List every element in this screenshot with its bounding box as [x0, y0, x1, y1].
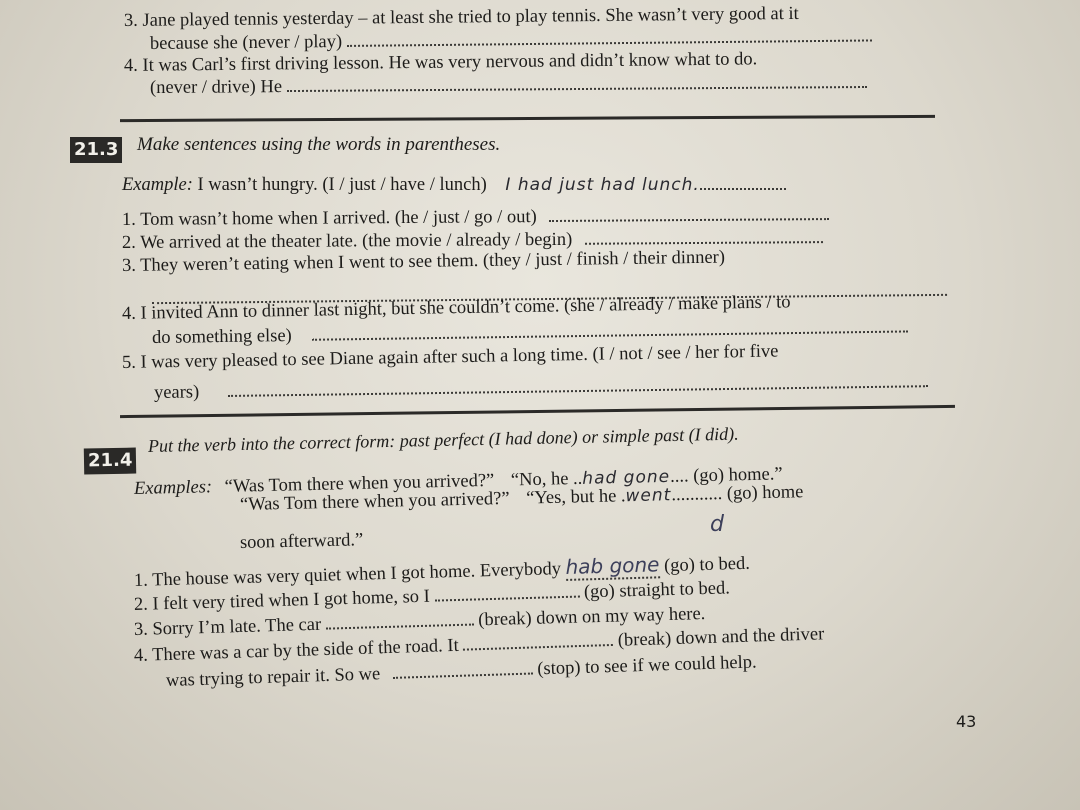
exercise-instruction: Put the verb into the correct form: past perfect (I had done) or simple past (I did).	[147, 423, 739, 456]
handwritten-mark: d	[710, 512, 724, 537]
item-4-line-1: 4. It was Carl’s first driving lesson. He was very nervous and didn’t know what to do.	[123, 49, 758, 76]
example-answer-post: ........... (go) home	[671, 482, 804, 506]
example-answer: went	[625, 485, 672, 507]
item-text-post: (break) down on my way here.	[478, 604, 706, 631]
item-text-post: (go) to bed.	[663, 553, 751, 577]
item-text-pre: I felt very tired when I got home, so I	[152, 586, 431, 615]
item-number: 1.	[133, 570, 149, 591]
item-4-line-2	[150, 72, 867, 99]
answer-blank[interactable]	[463, 630, 613, 651]
answer-blank[interactable]	[325, 610, 473, 630]
page-number: 43	[956, 712, 977, 731]
answer-blank[interactable]	[549, 204, 829, 222]
example-question: “Was Tom there when you arrived?”	[224, 470, 495, 497]
item-text: They weren’t eating when I went to see them. (they / just / finish / their dinner)	[140, 247, 726, 276]
item-continuation	[154, 371, 928, 404]
answer-blank	[700, 174, 786, 190]
item-text: I was very pleased to see Diane again after such a long time. (I / not / see / her for five	[140, 341, 779, 373]
section-divider	[120, 405, 955, 418]
item-4-prompt: (never / drive) He	[149, 77, 283, 98]
item-number: 3.	[133, 619, 149, 640]
item-text-pre: was trying to repair it. So we	[165, 664, 381, 691]
answer-blank[interactable]	[434, 582, 579, 602]
example-answer: I had just had lunch.	[505, 175, 700, 195]
answer-blank[interactable]	[287, 72, 867, 92]
item-text-post: (stop) to see if we could help.	[537, 652, 757, 680]
exercise-badge: 21.3	[70, 137, 122, 163]
exercise-badge: 21.4	[84, 448, 137, 475]
example-answer-pre: “No, he ..	[510, 468, 583, 491]
item-3-line-1: 3. Jane played tennis yesterday – at least she tried to play tennis. She wasn’t very good at it	[123, 3, 799, 31]
item-text: years)	[153, 382, 200, 403]
item-text-post: (go) straight to bed.	[583, 578, 731, 603]
answer-blank[interactable]	[228, 371, 928, 397]
item-text: do something else)	[151, 326, 292, 348]
item-number: 2.	[133, 594, 149, 615]
item-number: 3.	[121, 255, 137, 276]
item-text: I invited Ann to dinner last night, but she couldn’t come. (she / already / make plans / to	[140, 292, 791, 324]
item-number: 5.	[121, 352, 137, 373]
item-text-pre: Sorry I’m late. The car	[152, 614, 322, 640]
answer-blank[interactable]	[585, 227, 823, 245]
item-number: 4.	[121, 303, 137, 324]
example-text: I wasn’t hungry. (I / just / have / lunch)	[197, 175, 487, 195]
item-number: 2.	[121, 232, 136, 253]
example-answer-pre: “Yes, but he .	[525, 486, 626, 509]
item-text-post: (break) down and the driver	[617, 624, 825, 651]
example-answer: had gone	[582, 466, 671, 489]
example-label: Examples:	[133, 477, 213, 499]
item-3-prompt: because she (never / play)	[149, 31, 343, 54]
example-line	[122, 174, 786, 196]
handwritten-answer[interactable]: hab gone	[565, 552, 660, 579]
example-answer-post: .... (go) home.”	[669, 464, 783, 487]
item-number: 4.	[133, 645, 149, 666]
item-text-pre: There was a car by the side of the road. It	[151, 635, 459, 666]
example-continuation: soon afterward.”	[239, 530, 364, 553]
item-text: We arrived at the theater late. (the movie / already / begin)	[140, 229, 573, 253]
item-text: Tom wasn’t home when I arrived. (he / just / go / out)	[140, 207, 537, 230]
item-number: 1.	[121, 209, 136, 230]
answer-blank[interactable]	[392, 658, 532, 678]
example-label: Example:	[122, 175, 193, 195]
example-question: “Was Tom there when you arrived?”	[239, 488, 510, 515]
exercise-instruction: Make sentences using the words in parentheses.	[137, 134, 501, 155]
item-text-pre: The house was very quiet when I got home. Everybody	[151, 559, 562, 591]
section-divider	[120, 115, 935, 122]
